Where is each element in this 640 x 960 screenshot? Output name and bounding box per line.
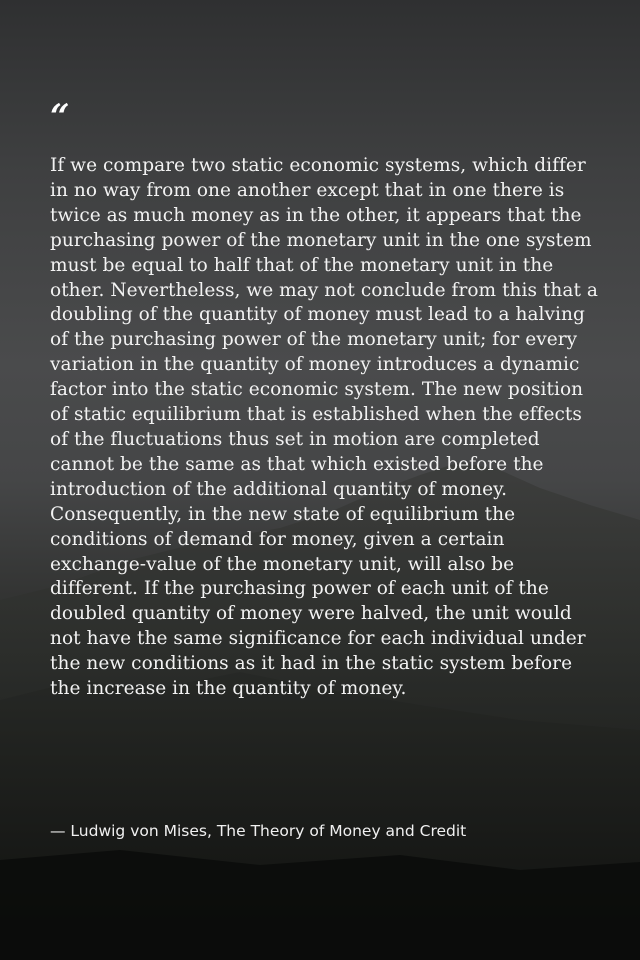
quote-text: If we compare two static economic systems, which differ in no way from one another except that in one there is twice as much money as in the other, it appears that the purchasing power of the monetary unit in the one system must be equal to half that of the monetary unit in the other. Nevertheless, we may not conclude from this that a doubling of the quantity of money must lead to a halving of the purchasing power of the monetary unit; for every variation in the quantity of money introduces a dynamic factor into the static economic system. The new position of static equilibrium that is established when the effects of the fluctuations thus set in motion are completed cannot be the same as that which existed before the introduction of the additional quantity of money. Consequently, in the new state of equilibrium the conditions of demand for money, given a certain exchange-value of the monetary unit, will also be different. If the purchasing power of each unit of the doubled quantity of money were halved, the unit would not have the same significance for each individual under the new conditions as it had in the static system before the increase in the quantity of money. [50,155,598,700]
open-quote-icon: “ [50,97,70,137]
quote-attribution: — Ludwig von Mises, The Theory of Money and Credit [50,822,467,840]
quote-block [50,97,600,702]
